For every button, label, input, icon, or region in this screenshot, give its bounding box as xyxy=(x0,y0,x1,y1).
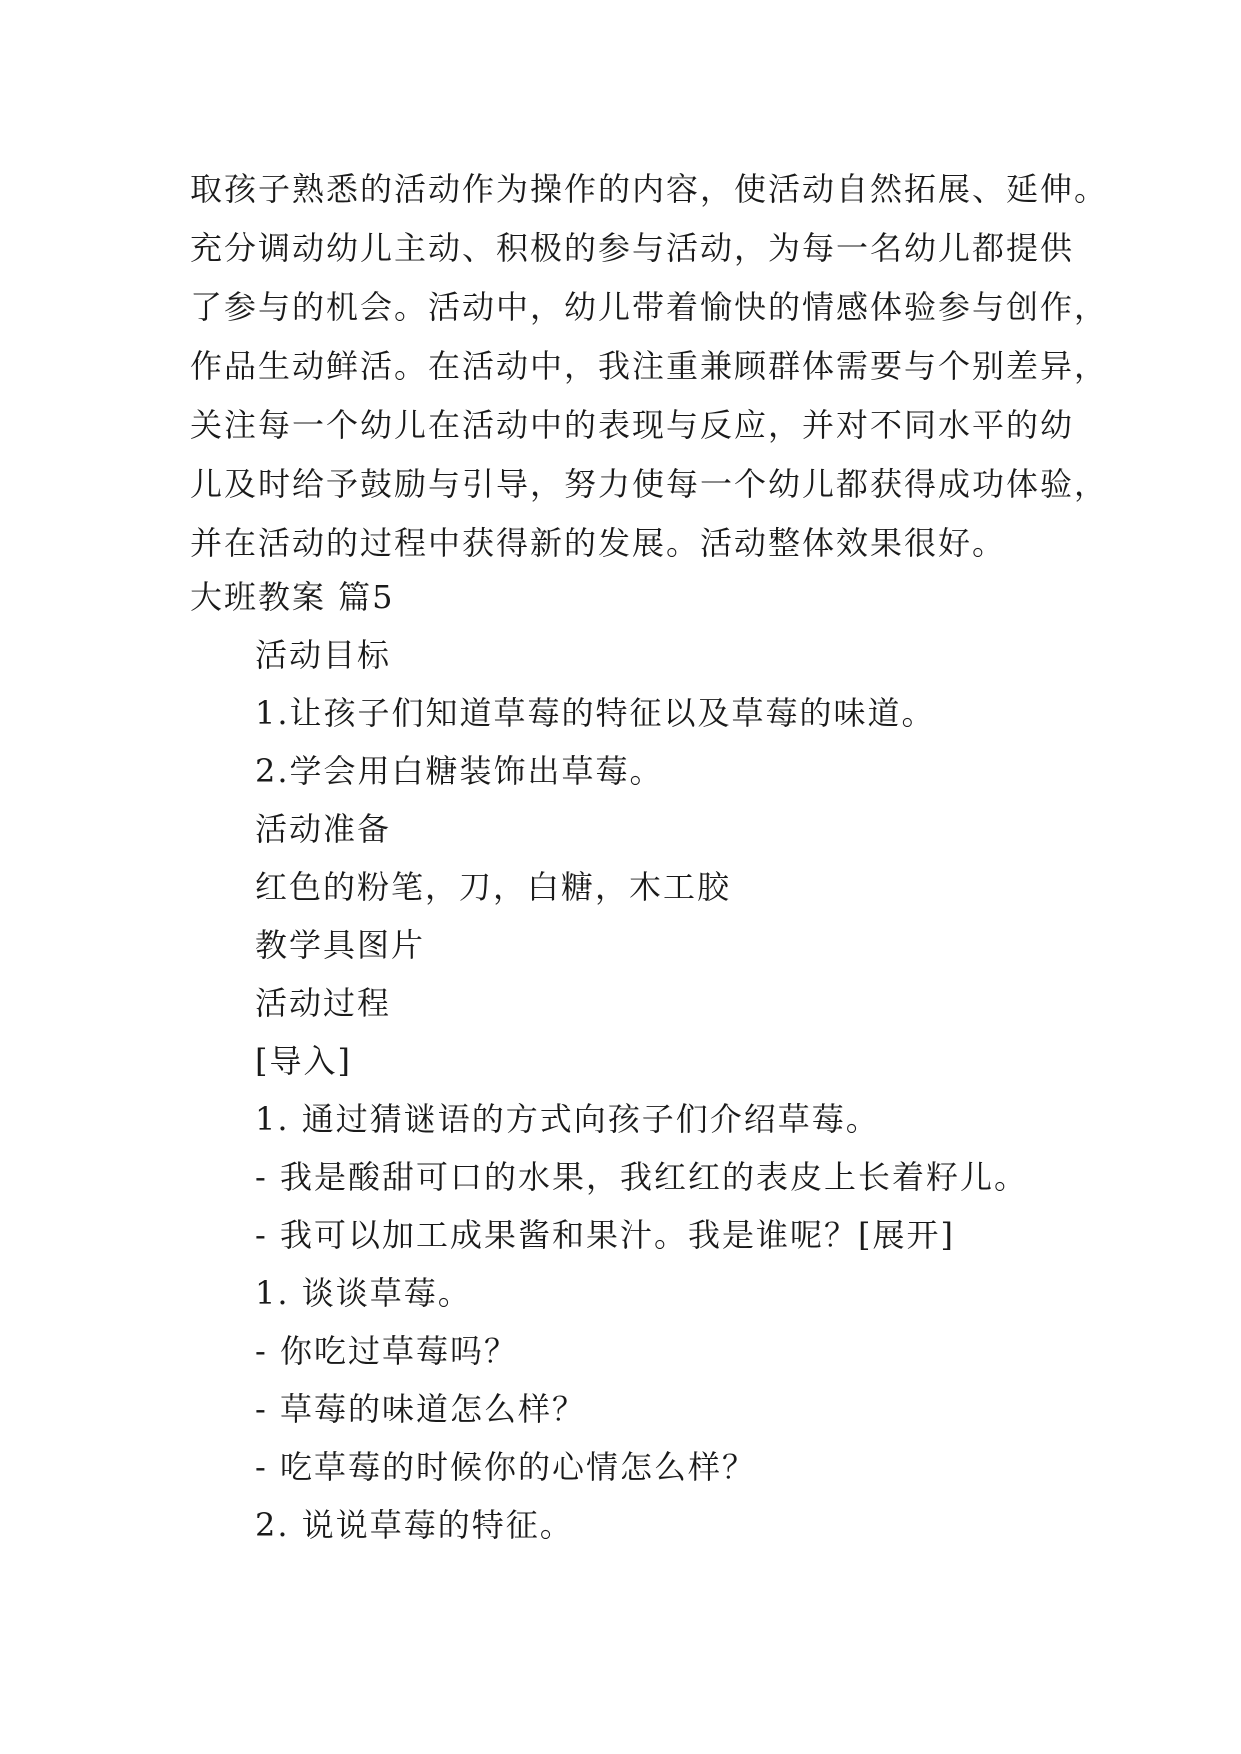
paragraph-line: 关注每一个幼儿在活动中的表现与反应，并对不同水平的幼 xyxy=(190,406,1075,444)
list-item: [导入] xyxy=(255,1042,352,1080)
paragraph-line: 儿及时给予鼓励与引导，努力使每一个幼儿都获得成功体验， xyxy=(190,465,1109,503)
list-item: - 我是酸甜可口的水果，我红红的表皮上长着籽儿。 xyxy=(255,1158,1028,1196)
list-item: 红色的粉笔，刀，白糖，木工胶 xyxy=(255,868,732,906)
list-item: - 草莓的味道怎么样？ xyxy=(255,1390,586,1428)
subheading-preparation: 活动准备 xyxy=(255,810,392,848)
list-item: 2.学会用白糖装饰出草莓。 xyxy=(255,752,664,790)
list-item: 1. 通过猜谜语的方式向孩子们介绍草莓。 xyxy=(255,1100,880,1138)
list-item: - 我可以加工成果酱和果汁。我是谁呢？[展开] xyxy=(255,1216,955,1254)
list-item: 教学具图片 xyxy=(255,926,426,964)
lesson-plan-body xyxy=(255,626,1075,1554)
summary-paragraph xyxy=(190,160,1109,573)
paragraph-line: 取孩子熟悉的活动作为操作的内容，使活动自然拓展、延伸。 xyxy=(190,170,1109,208)
subheading-process: 活动过程 xyxy=(255,984,392,1022)
paragraph-line: 充分调动幼儿主动、积极的参与活动，为每一名幼儿都提供 xyxy=(190,229,1075,267)
subheading-goals: 活动目标 xyxy=(255,636,392,674)
paragraph-line: 作品生动鲜活。在活动中，我注重兼顾群体需要与个别差异， xyxy=(190,347,1109,385)
paragraph-line: 并在活动的过程中获得新的发展。活动整体效果很好。 xyxy=(190,524,1007,562)
list-item: 2. 说说草莓的特征。 xyxy=(255,1506,574,1544)
paragraph-line: 了参与的机会。活动中，幼儿带着愉快的情感体验参与创作， xyxy=(190,288,1109,326)
list-item: - 吃草莓的时候你的心情怎么样？ xyxy=(255,1448,756,1486)
list-item: - 你吃过草莓吗？ xyxy=(255,1332,518,1370)
list-item: 1. 谈谈草莓。 xyxy=(255,1274,472,1312)
list-item: 1.让孩子们知道草莓的特征以及草莓的味道。 xyxy=(255,694,936,732)
section-heading: 大班教案 篇5 xyxy=(190,578,395,616)
